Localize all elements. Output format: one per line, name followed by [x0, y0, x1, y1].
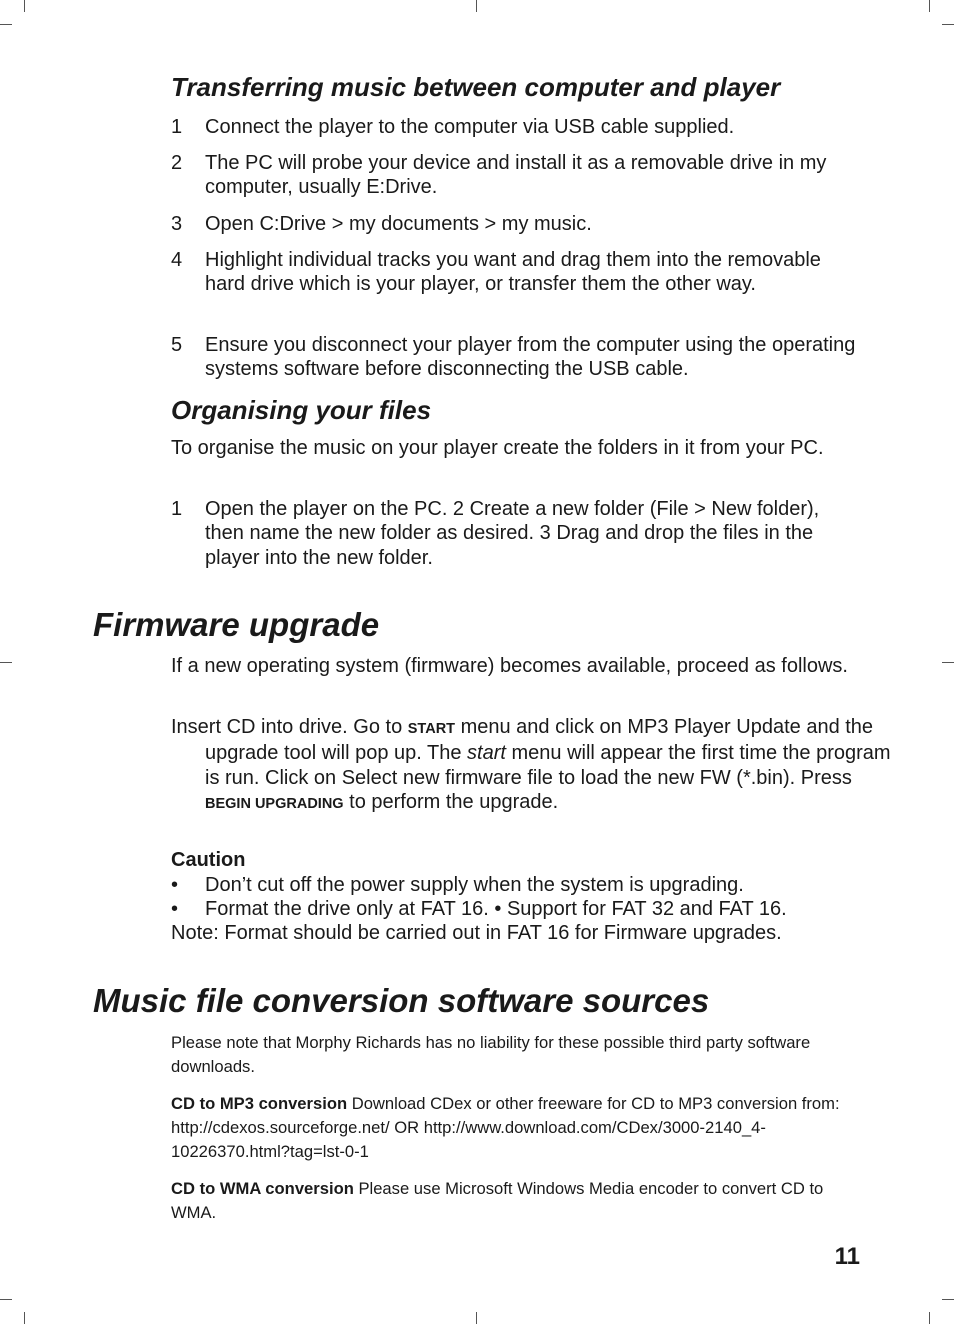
crop-mark: [0, 1299, 12, 1300]
wma-conversion-label: CD to WMA conversion: [171, 1179, 354, 1198]
start-italic: start: [467, 742, 506, 765]
list-item-text: The PC will probe your device and install it as a removable drive in my computer, usually E:Drive.: [205, 152, 827, 199]
firmware-heading: Firmware upgrade: [93, 606, 380, 643]
crop-mark: [24, 1312, 25, 1324]
crop-mark: [24, 0, 25, 12]
list-item-number: 1: [171, 116, 183, 138]
start-keyword: START: [407, 721, 456, 737]
crop-mark: [929, 1312, 930, 1324]
instruction-text: to perform the upgrade.: [343, 790, 559, 813]
transfer-heading: Transferring music between computer and player: [171, 72, 781, 102]
crop-mark: [929, 0, 930, 12]
caution-label: Caution: [171, 849, 246, 871]
list-item: [171, 115, 861, 139]
bullet-icon: •: [171, 874, 179, 896]
list-item-text: Connect the player to the computer via USB cable supplied.: [205, 116, 735, 138]
list-item-text: Open the player on the PC. 2 Create a new folder (File > New folder), then name the new folder as desired. 3 Drag and drop the files in the player into the new folder.: [205, 498, 820, 569]
list-item-number: 1: [171, 498, 183, 520]
conversion-heading: Music file conversion software sources: [93, 982, 710, 1019]
list-item-number: 4: [171, 249, 183, 271]
page-number: 11: [834, 1243, 860, 1270]
organising-heading: Organising your files: [171, 395, 432, 425]
list-item-number: 5: [171, 334, 183, 356]
crop-mark: [942, 1299, 954, 1300]
mp3-conversion-label: CD to MP3 conversion: [171, 1094, 348, 1113]
mp3-conversion-text: Download CDex or other freeware for CD to MP3 conversion from: http://cdexos.sourceforge.net/ OR http://www.download.com/CDex/3000-2140_4-10226370.html?tag=lst-0-1: [171, 1094, 840, 1161]
list-item: [171, 212, 861, 236]
bullet-icon: •: [171, 898, 179, 920]
crop-mark: [942, 24, 954, 25]
instruction-text: menu will appear the first time the program is run. Click on Select new firmware file to load the new FW (*.bin). Press: [205, 742, 891, 789]
instruction-text: Insert CD into drive. Go to: [171, 716, 408, 738]
instruction-text: menu and click on MP3 Player Update and the upgrade tool will pop up. The: [205, 716, 874, 765]
conversion-disclaimer: Please note that Morphy Richards has no liability for these possible third party software downloads.: [171, 1033, 811, 1076]
crop-mark: [942, 662, 954, 663]
list-item-text: Ensure you disconnect your player from the computer using the operating systems software before disconnecting the USB cable.: [205, 334, 856, 381]
list-item: [171, 333, 861, 382]
bullet-text: Format the drive only at FAT 16. • Support for FAT 32 and FAT 16.: [205, 898, 787, 920]
caution-bullet: [171, 897, 861, 921]
list-item: [171, 151, 861, 200]
caution-bullet: [171, 873, 861, 897]
list-item-text: Open C:Drive > my documents > my music.: [205, 213, 592, 235]
firmware-intro: If a new operating system (firmware) becomes available, proceed as follows.: [171, 655, 848, 677]
crop-mark: [476, 0, 477, 12]
begin-upgrading-keyword: BEGIN UPGRADING: [205, 795, 344, 812]
wma-conversion-text: Please use Microsoft Windows Media encoder to convert CD to WMA.: [171, 1179, 824, 1222]
crop-mark: [476, 1312, 477, 1324]
list-item-text: Highlight individual tracks you want and drag them into the removable hard drive which is your player, or transfer them the other way.: [205, 249, 821, 296]
list-item: [171, 248, 861, 297]
organising-intro: To organise the music on your player create the folders in it from your PC.: [171, 437, 824, 459]
list-item-number: 3: [171, 213, 183, 235]
wma-conversion-paragraph: [171, 1177, 861, 1225]
crop-mark: [0, 662, 12, 663]
list-item-number: 2: [171, 152, 183, 174]
bullet-text: Don’t cut off the power supply when the system is upgrading.: [205, 874, 744, 896]
crop-mark: [0, 24, 12, 25]
list-item: [171, 497, 861, 570]
firmware-note: Note: Format should be carried out in FAT 16 for Firmware upgrades.: [171, 922, 782, 944]
mp3-conversion-paragraph: [171, 1092, 861, 1164]
firmware-instructions: [171, 715, 895, 816]
